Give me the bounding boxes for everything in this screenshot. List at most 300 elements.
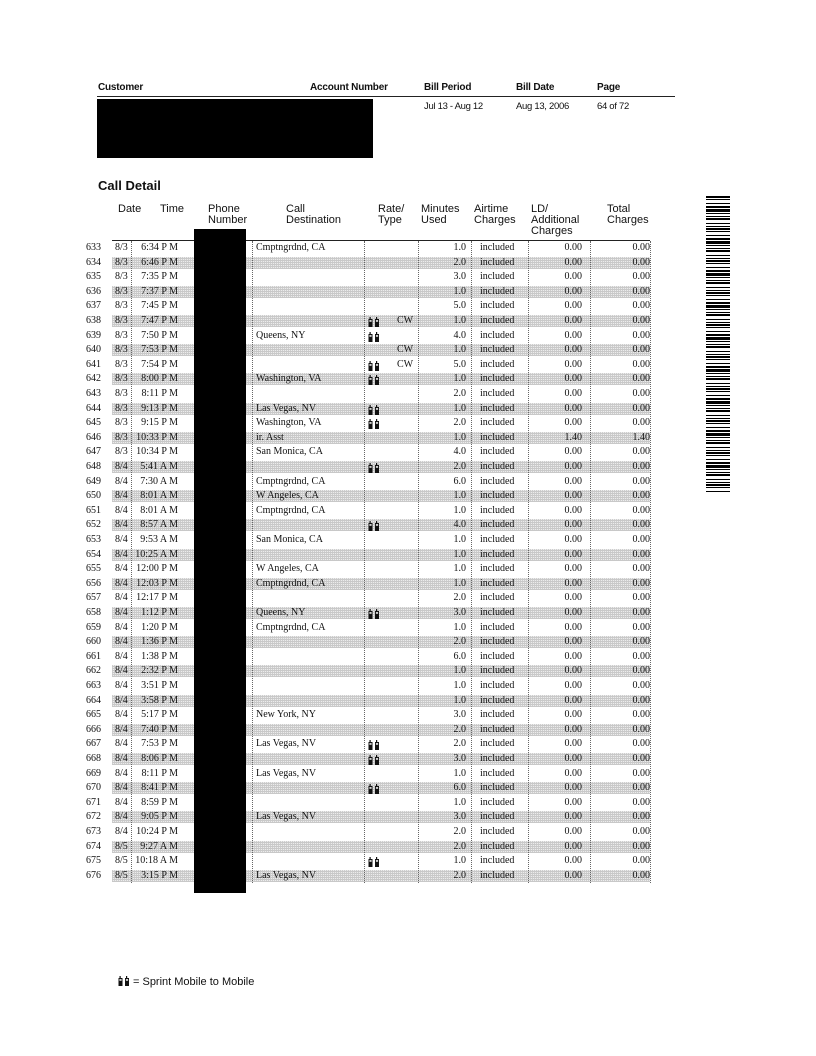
barcode-bar bbox=[706, 479, 730, 480]
col-header-total bbox=[607, 204, 649, 226]
airtime-charges: included bbox=[480, 723, 515, 735]
call-time: 2:32 P M bbox=[141, 665, 178, 677]
call-time: 12:17 P M bbox=[136, 592, 178, 604]
col-separator bbox=[252, 241, 253, 883]
mobile-to-mobile-icon bbox=[368, 375, 380, 385]
call-date: 8/3 bbox=[115, 358, 128, 370]
barcode-bar bbox=[706, 391, 730, 392]
minutes-used: 1.0 bbox=[453, 680, 466, 691]
row-number: 634 bbox=[86, 256, 101, 268]
barcode-bar bbox=[706, 206, 730, 208]
table-row bbox=[0, 621, 816, 636]
call-destination: San Monica, CA bbox=[256, 534, 323, 545]
table-row bbox=[0, 475, 816, 490]
minutes-used: 2.0 bbox=[453, 840, 466, 852]
total-charges: 0.00 bbox=[632, 504, 650, 516]
row-number: 641 bbox=[86, 358, 101, 370]
ld-additional-charges: 0.00 bbox=[564, 548, 582, 560]
header-bill-period-value: Jul 13 - Aug 12 bbox=[424, 101, 483, 112]
col-header-dest-line1: Call bbox=[286, 203, 305, 215]
call-destination: Cmptngrdnd, CA bbox=[256, 475, 326, 487]
airtime-charges: included bbox=[480, 665, 515, 677]
table-row bbox=[0, 343, 816, 358]
barcode-bar bbox=[706, 455, 730, 456]
call-date: 8/3 bbox=[115, 300, 128, 312]
barcode-bar bbox=[706, 327, 730, 328]
total-charges: 0.00 bbox=[632, 723, 650, 735]
call-time: 8:00 P M bbox=[141, 373, 178, 385]
row-number: 655 bbox=[86, 563, 101, 575]
call-destination: Cmptngrdnd, CA bbox=[256, 621, 326, 633]
barcode-bar bbox=[706, 228, 730, 230]
airtime-charges: included bbox=[480, 592, 515, 604]
col-header-airtime-line1: Airtime bbox=[474, 203, 509, 215]
call-time: 9:05 P M bbox=[141, 811, 178, 823]
minutes-used: 5.0 bbox=[453, 300, 466, 312]
row-number: 669 bbox=[86, 767, 101, 779]
minutes-used: 1.0 bbox=[453, 577, 466, 589]
call-time: 12:03 P M bbox=[136, 577, 178, 589]
minutes-used: 1.0 bbox=[453, 563, 466, 575]
minutes-used: 2.0 bbox=[453, 388, 466, 399]
barcode-bar bbox=[706, 250, 730, 252]
col-separator bbox=[528, 241, 529, 883]
airtime-charges: included bbox=[480, 285, 515, 297]
table-row bbox=[0, 591, 816, 606]
barcode-bar bbox=[706, 218, 730, 220]
call-time: 9:53 A M bbox=[140, 534, 178, 545]
row-number: 647 bbox=[86, 446, 101, 458]
barcode-bar bbox=[706, 314, 730, 316]
barcode-bar bbox=[706, 405, 730, 406]
ld-additional-charges: 0.00 bbox=[564, 840, 582, 852]
call-date: 8/4 bbox=[115, 723, 128, 735]
airtime-charges: included bbox=[480, 344, 515, 356]
call-date: 8/4 bbox=[115, 811, 128, 823]
call-date: 8/3 bbox=[115, 285, 128, 297]
col-header-ld bbox=[531, 204, 579, 237]
barcode-bar bbox=[706, 408, 730, 409]
call-time: 12:00 P M bbox=[136, 563, 178, 575]
barcode-bar bbox=[706, 267, 730, 268]
mobile-to-mobile-icon bbox=[368, 361, 380, 371]
airtime-charges: included bbox=[480, 753, 515, 764]
call-time: 8:11 P M bbox=[141, 388, 178, 399]
row-number: 640 bbox=[86, 344, 101, 356]
row-number: 662 bbox=[86, 665, 101, 677]
call-time: 6:46 P M bbox=[141, 256, 178, 268]
total-charges: 0.00 bbox=[632, 869, 650, 881]
call-date: 8/5 bbox=[115, 869, 128, 881]
call-date: 8/3 bbox=[115, 388, 128, 399]
ld-additional-charges: 0.00 bbox=[564, 373, 582, 385]
barcode-bar bbox=[706, 363, 730, 364]
airtime-charges: included bbox=[480, 256, 515, 268]
col-header-airtime-line2: Charges bbox=[474, 214, 516, 226]
barcode-bar bbox=[706, 273, 730, 276]
call-date: 8/4 bbox=[115, 607, 128, 618]
barcode-bar bbox=[706, 290, 730, 291]
total-charges: 0.00 bbox=[632, 738, 650, 750]
col-separator bbox=[590, 241, 591, 883]
call-destination: Queens, NY bbox=[256, 329, 306, 341]
call-time: 10:24 P M bbox=[136, 826, 178, 837]
barcode-bar bbox=[706, 440, 730, 441]
ld-additional-charges: 0.00 bbox=[564, 869, 582, 881]
table-row bbox=[0, 840, 816, 855]
table-row bbox=[0, 518, 816, 533]
row-number: 667 bbox=[86, 738, 101, 750]
airtime-charges: included bbox=[480, 504, 515, 516]
minutes-used: 1.0 bbox=[453, 285, 466, 297]
ld-additional-charges: 0.00 bbox=[564, 242, 582, 253]
col-header-phone-line1: Phone bbox=[208, 203, 240, 215]
total-charges: 0.00 bbox=[632, 694, 650, 706]
minutes-used: 2.0 bbox=[453, 256, 466, 268]
row-number: 663 bbox=[86, 680, 101, 691]
airtime-charges: included bbox=[480, 388, 515, 399]
row-number: 676 bbox=[86, 869, 101, 881]
barcode-bar bbox=[706, 299, 730, 300]
call-time: 8:06 P M bbox=[141, 753, 178, 764]
barcode-bar bbox=[706, 482, 730, 483]
minutes-used: 1.0 bbox=[453, 796, 466, 808]
call-date: 8/4 bbox=[115, 680, 128, 691]
col-header-ld-line2: Additional bbox=[531, 214, 580, 226]
barcode-bar bbox=[706, 459, 730, 460]
barcode-bar bbox=[706, 369, 730, 372]
barcode-bar bbox=[706, 295, 730, 296]
total-charges: 0.00 bbox=[632, 242, 650, 253]
table-row bbox=[0, 854, 816, 869]
call-date: 8/4 bbox=[115, 767, 128, 779]
mobile-to-mobile-icon bbox=[368, 740, 380, 750]
row-number: 645 bbox=[86, 417, 101, 429]
total-charges: 0.00 bbox=[632, 285, 650, 297]
minutes-used: 4.0 bbox=[453, 446, 466, 458]
call-destination: Las Vegas, NV bbox=[256, 402, 317, 414]
call-time: 8:59 P M bbox=[141, 796, 178, 808]
call-date: 8/4 bbox=[115, 592, 128, 604]
minutes-used: 1.0 bbox=[453, 767, 466, 779]
ld-additional-charges: 0.00 bbox=[564, 694, 582, 706]
total-charges: 0.00 bbox=[632, 709, 650, 721]
call-time: 1:38 P M bbox=[141, 650, 178, 662]
section-title: Call Detail bbox=[98, 178, 161, 193]
row-number: 660 bbox=[86, 636, 101, 648]
call-date: 8/4 bbox=[115, 796, 128, 808]
barcode-bar bbox=[706, 277, 730, 278]
call-date: 8/4 bbox=[115, 636, 128, 648]
call-time: 9:27 A M bbox=[140, 840, 178, 852]
ld-additional-charges: 1.40 bbox=[564, 431, 582, 443]
airtime-charges: included bbox=[480, 315, 515, 326]
ld-additional-charges: 0.00 bbox=[564, 738, 582, 750]
total-charges: 0.00 bbox=[632, 388, 650, 399]
barcode-bar bbox=[706, 209, 730, 212]
call-date: 8/3 bbox=[115, 344, 128, 356]
row-number: 672 bbox=[86, 811, 101, 823]
barcode-bar bbox=[706, 280, 730, 281]
total-charges: 0.00 bbox=[632, 315, 650, 326]
total-charges: 0.00 bbox=[632, 373, 650, 385]
airtime-charges: included bbox=[480, 358, 515, 370]
table-row bbox=[0, 489, 816, 504]
barcode-bar bbox=[706, 258, 730, 259]
total-charges: 0.00 bbox=[632, 475, 650, 487]
barcode-bar bbox=[706, 395, 730, 396]
call-time: 10:18 A M bbox=[135, 855, 178, 867]
table-row bbox=[0, 635, 816, 650]
ld-additional-charges: 0.00 bbox=[564, 504, 582, 516]
barcode-bar bbox=[706, 356, 730, 358]
minutes-used: 3.0 bbox=[453, 271, 466, 283]
airtime-charges: included bbox=[480, 461, 515, 472]
minutes-used: 1.0 bbox=[453, 242, 466, 253]
total-charges: 0.00 bbox=[632, 300, 650, 312]
airtime-charges: included bbox=[480, 431, 515, 443]
barcode-bar bbox=[706, 196, 730, 198]
redacted-phone-column bbox=[194, 229, 246, 893]
rate-type: CW bbox=[397, 315, 414, 326]
call-destination: Cmptngrdnd, CA bbox=[256, 577, 326, 589]
call-time: 6:34 P M bbox=[141, 242, 178, 253]
col-header-phone bbox=[208, 204, 247, 226]
barcode-bar bbox=[706, 213, 730, 214]
row-number: 665 bbox=[86, 709, 101, 721]
minutes-used: 1.0 bbox=[453, 344, 466, 356]
minutes-used: 1.0 bbox=[453, 315, 466, 326]
barcode-bar bbox=[706, 203, 730, 204]
ld-additional-charges: 0.00 bbox=[564, 461, 582, 472]
ld-additional-charges: 0.00 bbox=[564, 723, 582, 735]
barcode-bar bbox=[706, 373, 730, 374]
airtime-charges: included bbox=[480, 767, 515, 779]
col-header-total-line1: Total bbox=[607, 203, 631, 215]
barcode-bar bbox=[706, 282, 730, 284]
call-date: 8/4 bbox=[115, 826, 128, 837]
col-separator bbox=[418, 241, 419, 883]
airtime-charges: included bbox=[480, 782, 515, 794]
mobile-to-mobile-icon bbox=[118, 976, 130, 986]
total-charges: 0.00 bbox=[632, 665, 650, 677]
call-time: 3:15 P M bbox=[141, 869, 178, 881]
col-separator bbox=[650, 241, 651, 883]
minutes-used: 3.0 bbox=[453, 753, 466, 764]
total-charges: 0.00 bbox=[632, 855, 650, 867]
col-header-ld-line1: LD/ bbox=[531, 203, 549, 215]
ld-additional-charges: 0.00 bbox=[564, 665, 582, 677]
total-charges: 0.00 bbox=[632, 271, 650, 283]
call-date: 8/5 bbox=[115, 855, 128, 867]
barcode-bar bbox=[706, 292, 730, 294]
total-charges: 0.00 bbox=[632, 577, 650, 589]
call-time: 7:30 A M bbox=[140, 475, 178, 487]
barcode-image bbox=[706, 196, 730, 494]
call-time: 8:57 A M bbox=[140, 519, 178, 531]
minutes-used: 1.0 bbox=[453, 373, 466, 385]
row-number: 651 bbox=[86, 504, 101, 516]
call-time: 10:33 P M bbox=[136, 431, 178, 443]
legend bbox=[118, 976, 254, 988]
call-date: 8/4 bbox=[115, 461, 128, 472]
minutes-used: 1.0 bbox=[453, 534, 466, 545]
total-charges: 0.00 bbox=[632, 563, 650, 575]
minutes-used: 1.0 bbox=[453, 621, 466, 633]
airtime-charges: included bbox=[480, 607, 515, 618]
call-time: 8:01 A M bbox=[140, 490, 178, 502]
total-charges: 0.00 bbox=[632, 607, 650, 618]
barcode-bar bbox=[706, 401, 730, 404]
row-number: 653 bbox=[86, 534, 101, 545]
minutes-used: 2.0 bbox=[453, 461, 466, 472]
header-bill-date-label: Bill Date bbox=[516, 82, 555, 93]
header-bill-period-label: Bill Period bbox=[424, 82, 472, 93]
barcode-bar bbox=[706, 472, 730, 473]
total-charges: 0.00 bbox=[632, 811, 650, 823]
col-header-ld-line3: Charges bbox=[531, 225, 573, 237]
row-number: 652 bbox=[86, 519, 101, 531]
row-number: 638 bbox=[86, 315, 101, 326]
call-destination: San Monica, CA bbox=[256, 446, 323, 458]
airtime-charges: included bbox=[480, 242, 515, 253]
call-time: 5:17 P M bbox=[141, 709, 178, 721]
airtime-charges: included bbox=[480, 621, 515, 633]
table-row bbox=[0, 314, 816, 329]
barcode-bar bbox=[706, 386, 730, 387]
call-time: 7:40 P M bbox=[141, 723, 178, 735]
col-header-rate-line2: Type bbox=[378, 214, 402, 226]
col-header-time: Time bbox=[160, 203, 185, 215]
header-customer-label: Customer bbox=[98, 82, 144, 93]
call-date: 8/4 bbox=[115, 782, 128, 794]
barcode-bar bbox=[706, 226, 730, 227]
call-time: 5:41 A M bbox=[140, 461, 178, 472]
call-date: 8/3 bbox=[115, 256, 128, 268]
barcode-graphic bbox=[706, 196, 730, 494]
row-number: 650 bbox=[86, 490, 101, 502]
row-number: 656 bbox=[86, 577, 101, 589]
minutes-used: 2.0 bbox=[453, 636, 466, 648]
barcode-bar bbox=[706, 491, 730, 492]
table-row bbox=[0, 329, 816, 344]
table-row bbox=[0, 664, 816, 679]
table-row bbox=[0, 708, 816, 723]
header-page-label: Page bbox=[597, 82, 621, 93]
call-date: 8/3 bbox=[115, 431, 128, 443]
row-number: 659 bbox=[86, 621, 101, 633]
mobile-to-mobile-icon bbox=[368, 521, 380, 531]
ld-additional-charges: 0.00 bbox=[564, 767, 582, 779]
minutes-used: 2.0 bbox=[453, 738, 466, 750]
mobile-to-mobile-icon bbox=[368, 857, 380, 867]
airtime-charges: included bbox=[480, 811, 515, 823]
call-time: 7:53 P M bbox=[141, 738, 178, 750]
call-date: 8/3 bbox=[115, 402, 128, 414]
barcode-bar bbox=[706, 427, 730, 428]
row-number: 636 bbox=[86, 285, 101, 297]
row-number: 646 bbox=[86, 431, 101, 443]
ld-additional-charges: 0.00 bbox=[564, 577, 582, 589]
airtime-charges: included bbox=[480, 300, 515, 312]
barcode-bar bbox=[706, 418, 730, 419]
call-time: 1:12 P M bbox=[141, 607, 178, 618]
call-destination: Las Vegas, NV bbox=[256, 869, 317, 881]
ld-additional-charges: 0.00 bbox=[564, 388, 582, 399]
row-number: 674 bbox=[86, 840, 101, 852]
minutes-used: 1.0 bbox=[453, 855, 466, 867]
col-header-dest bbox=[286, 204, 341, 226]
barcode-bar bbox=[706, 437, 730, 438]
table-row bbox=[0, 256, 816, 271]
table-row bbox=[0, 796, 816, 811]
barcode-bar bbox=[706, 245, 730, 246]
barcode-bar bbox=[706, 260, 730, 262]
total-charges: 0.00 bbox=[632, 402, 650, 414]
ld-additional-charges: 0.00 bbox=[564, 753, 582, 764]
row-number: 668 bbox=[86, 753, 101, 764]
minutes-used: 6.0 bbox=[453, 650, 466, 662]
call-date: 8/4 bbox=[115, 709, 128, 721]
minutes-used: 2.0 bbox=[453, 826, 466, 837]
airtime-charges: included bbox=[480, 475, 515, 487]
barcode-bar bbox=[706, 420, 730, 422]
call-time: 9:13 P M bbox=[141, 402, 178, 414]
barcode-bar bbox=[706, 309, 730, 310]
barcode-bar bbox=[706, 337, 730, 340]
total-charges: 0.00 bbox=[632, 840, 650, 852]
rate-type: CW bbox=[397, 358, 414, 370]
total-charges: 0.00 bbox=[632, 636, 650, 648]
rate-type: CW bbox=[397, 344, 414, 356]
call-date: 8/5 bbox=[115, 840, 128, 852]
table-row bbox=[0, 767, 816, 782]
table-row bbox=[0, 752, 816, 767]
call-destination: New York, NY bbox=[256, 709, 317, 721]
barcode-bar bbox=[706, 324, 730, 326]
minutes-used: 2.0 bbox=[453, 723, 466, 735]
barcode-bar bbox=[706, 223, 730, 224]
header-account-number-label: Account Number bbox=[310, 82, 388, 93]
barcode-bar bbox=[706, 462, 730, 464]
call-date: 8/4 bbox=[115, 534, 128, 545]
ld-additional-charges: 0.00 bbox=[564, 490, 582, 502]
call-destination: Las Vegas, NV bbox=[256, 738, 317, 750]
call-time: 8:11 P M bbox=[141, 767, 178, 779]
total-charges: 1.40 bbox=[632, 431, 650, 443]
table-row bbox=[0, 650, 816, 665]
minutes-used: 1.0 bbox=[453, 694, 466, 706]
col-header-phone-line2: Number bbox=[208, 214, 248, 226]
mobile-to-mobile-icon bbox=[368, 755, 380, 765]
row-number: 639 bbox=[86, 329, 101, 341]
call-time: 7:54 P M bbox=[141, 358, 178, 370]
airtime-charges: included bbox=[480, 519, 515, 531]
mobile-to-mobile-icon bbox=[368, 609, 380, 619]
total-charges: 0.00 bbox=[632, 358, 650, 370]
table-row bbox=[0, 781, 816, 796]
row-number: 658 bbox=[86, 607, 101, 618]
call-date: 8/3 bbox=[115, 315, 128, 326]
barcode-bar bbox=[706, 423, 730, 424]
table-row bbox=[0, 358, 816, 373]
barcode-bar bbox=[706, 302, 730, 304]
table-row bbox=[0, 694, 816, 709]
barcode-bar bbox=[706, 341, 730, 342]
minutes-used: 3.0 bbox=[453, 709, 466, 721]
ld-additional-charges: 0.00 bbox=[564, 300, 582, 312]
airtime-charges: included bbox=[480, 840, 515, 852]
